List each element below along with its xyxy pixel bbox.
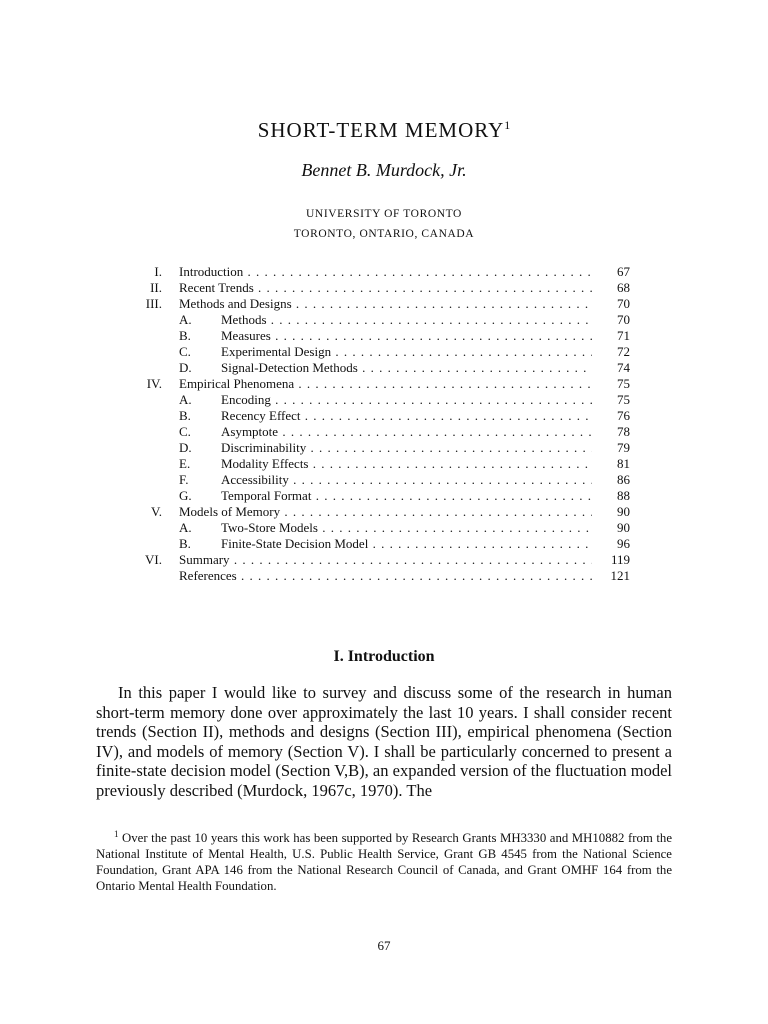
toc-subsection-letter: F. (179, 472, 189, 487)
toc-entry-label: Recent Trends (179, 280, 254, 295)
toc-page-number: 71 (617, 328, 630, 343)
toc-row (110, 312, 630, 328)
toc-row (110, 280, 630, 296)
toc-page-number: 88 (617, 488, 630, 503)
toc-entry-label: Signal-Detection Methods (221, 360, 358, 375)
toc-page-number: 90 (617, 504, 630, 519)
toc-subsection-letter: A. (179, 520, 192, 535)
toc-entry (179, 392, 592, 408)
toc-entry (179, 520, 592, 536)
toc-entry (179, 536, 592, 552)
toc-page-number: 74 (617, 360, 630, 375)
toc-entry (179, 408, 592, 424)
toc-page-number: 75 (617, 392, 630, 407)
toc-entry-label: Experimental Design (221, 344, 332, 359)
toc-row (110, 536, 630, 552)
title-text: SHORT-TERM MEMORY (257, 118, 505, 142)
toc-subsection-letter: G. (179, 488, 192, 503)
toc-entry-label: Empirical Phenomena (179, 376, 295, 391)
article-title (0, 118, 768, 143)
toc-section-number: IV. (146, 376, 162, 391)
toc-subsection-letter: C. (179, 424, 191, 439)
toc-page-number: 70 (617, 312, 630, 327)
toc-row (110, 488, 630, 504)
footnote-text: Over the past 10 years this work has been supported by Research Grants MH3330 and MH10882 from the National Institute of Mental Health, U.S. Public Health Service, Grant GB 4545 from the National Science Foundation, Grant APA 146 from the National Research Council of Canada, and Grant OMHF 164 from the Ontario Mental Health Foundation. (96, 831, 672, 893)
toc-entry-label: Two-Store Models (221, 520, 318, 535)
toc-entry-label: Introduction (179, 264, 244, 279)
affiliation-line-1: UNIVERSITY OF TORONTO (306, 208, 462, 220)
toc-entry (179, 312, 592, 328)
toc-subsection-letter: B. (179, 536, 191, 551)
toc-entry (179, 264, 592, 280)
toc-section-number: V. (151, 504, 162, 519)
body-paragraph: In this paper I would like to survey and discuss some of the research in human short-term memory done over approximately the last 10 years. I shall consider recent trends (Section II), methods and designs (Section III), empirical phenomena (Section IV), and models of memory (Section V). I shall be particularly concerned to present a finite-state decision model (Section V,B), an expanded version of the fluctuation model previously described (Murdock, 1967c, 1970). The (96, 683, 672, 800)
toc-entry-label: Measures (221, 328, 271, 343)
toc-row (110, 408, 630, 424)
toc-row (110, 472, 630, 488)
author-name: Bennet B. Murdock, Jr. (301, 160, 467, 180)
toc-entry-label: Encoding (221, 392, 271, 407)
toc-subsection-letter: A. (179, 312, 192, 327)
toc-page-number: 90 (617, 520, 630, 535)
affiliation-line-2: TORONTO, ONTARIO, CANADA (293, 228, 475, 240)
toc-entry-label: Methods (221, 312, 267, 327)
toc-entry (179, 568, 592, 584)
toc-entry-label: References (179, 568, 237, 583)
toc-section-number: III. (145, 296, 162, 311)
toc-row (110, 520, 630, 536)
toc-subsection-letter: B. (179, 328, 191, 343)
toc-subsection-letter: B. (179, 408, 191, 423)
toc-row (110, 376, 630, 392)
toc-page-number: 81 (617, 456, 630, 471)
toc-entry-label: Discriminability (221, 440, 307, 455)
toc-row (110, 568, 630, 584)
toc-entry-label: Methods and Designs (179, 296, 292, 311)
toc-section-number: VI. (145, 552, 162, 567)
toc-page-number: 72 (617, 344, 630, 359)
toc-entry (179, 296, 592, 312)
toc-row (110, 328, 630, 344)
toc-row (110, 264, 630, 280)
toc-entry-label: Temporal Format (221, 488, 312, 503)
toc-section-number: I. (154, 264, 162, 279)
toc-page-number: 67 (617, 264, 630, 279)
toc-entry (179, 328, 592, 344)
toc-entry-label: Finite-State Decision Model (221, 536, 369, 551)
toc-row (110, 424, 630, 440)
title-footnote-marker: 1 (504, 118, 511, 132)
toc-row (110, 456, 630, 472)
toc-subsection-letter: A. (179, 392, 192, 407)
toc-page-number: 79 (617, 440, 630, 455)
toc-row (110, 296, 630, 312)
toc-row (110, 360, 630, 376)
toc-page-number: 119 (610, 552, 630, 567)
table-of-contents (110, 264, 630, 584)
toc-row (110, 392, 630, 408)
toc-entry (179, 424, 592, 440)
toc-section-number: II. (150, 280, 162, 295)
toc-page-number: 86 (617, 472, 630, 487)
toc-entry (179, 504, 592, 520)
toc-entry (179, 376, 592, 392)
toc-row (110, 344, 630, 360)
toc-page-number: 78 (617, 424, 630, 439)
page-number: 67 (377, 938, 391, 953)
toc-entry-label: Asymptote (221, 424, 279, 439)
toc-row (110, 440, 630, 456)
toc-entry (179, 280, 592, 296)
toc-entry-label: Summary (179, 552, 230, 567)
toc-subsection-letter: D. (179, 440, 192, 455)
toc-page-number: 76 (617, 408, 630, 423)
toc-entry (179, 456, 592, 472)
toc-page-number: 68 (617, 280, 630, 295)
toc-entry (179, 360, 592, 376)
toc-subsection-letter: E. (179, 456, 191, 471)
footnote (96, 826, 672, 894)
toc-entry-label: Models of Memory (179, 504, 281, 519)
toc-entry (179, 472, 592, 488)
section-heading: I. Introduction (333, 648, 435, 665)
toc-row (110, 504, 630, 520)
toc-entry (179, 488, 592, 504)
toc-entry-label: Modality Effects (221, 456, 309, 471)
footnote-marker: 1 (114, 829, 119, 839)
toc-entry (179, 440, 592, 456)
toc-page-number: 96 (617, 536, 630, 551)
toc-subsection-letter: C. (179, 344, 191, 359)
toc-row (110, 552, 630, 568)
toc-entry-label: Accessibility (221, 472, 289, 487)
toc-entry (179, 344, 592, 360)
toc-page-number: 121 (610, 568, 630, 583)
toc-entry-label: Recency Effect (221, 408, 301, 423)
toc-entry (179, 552, 592, 568)
toc-page-number: 70 (617, 296, 630, 311)
toc-subsection-letter: D. (179, 360, 192, 375)
toc-page-number: 75 (617, 376, 630, 391)
